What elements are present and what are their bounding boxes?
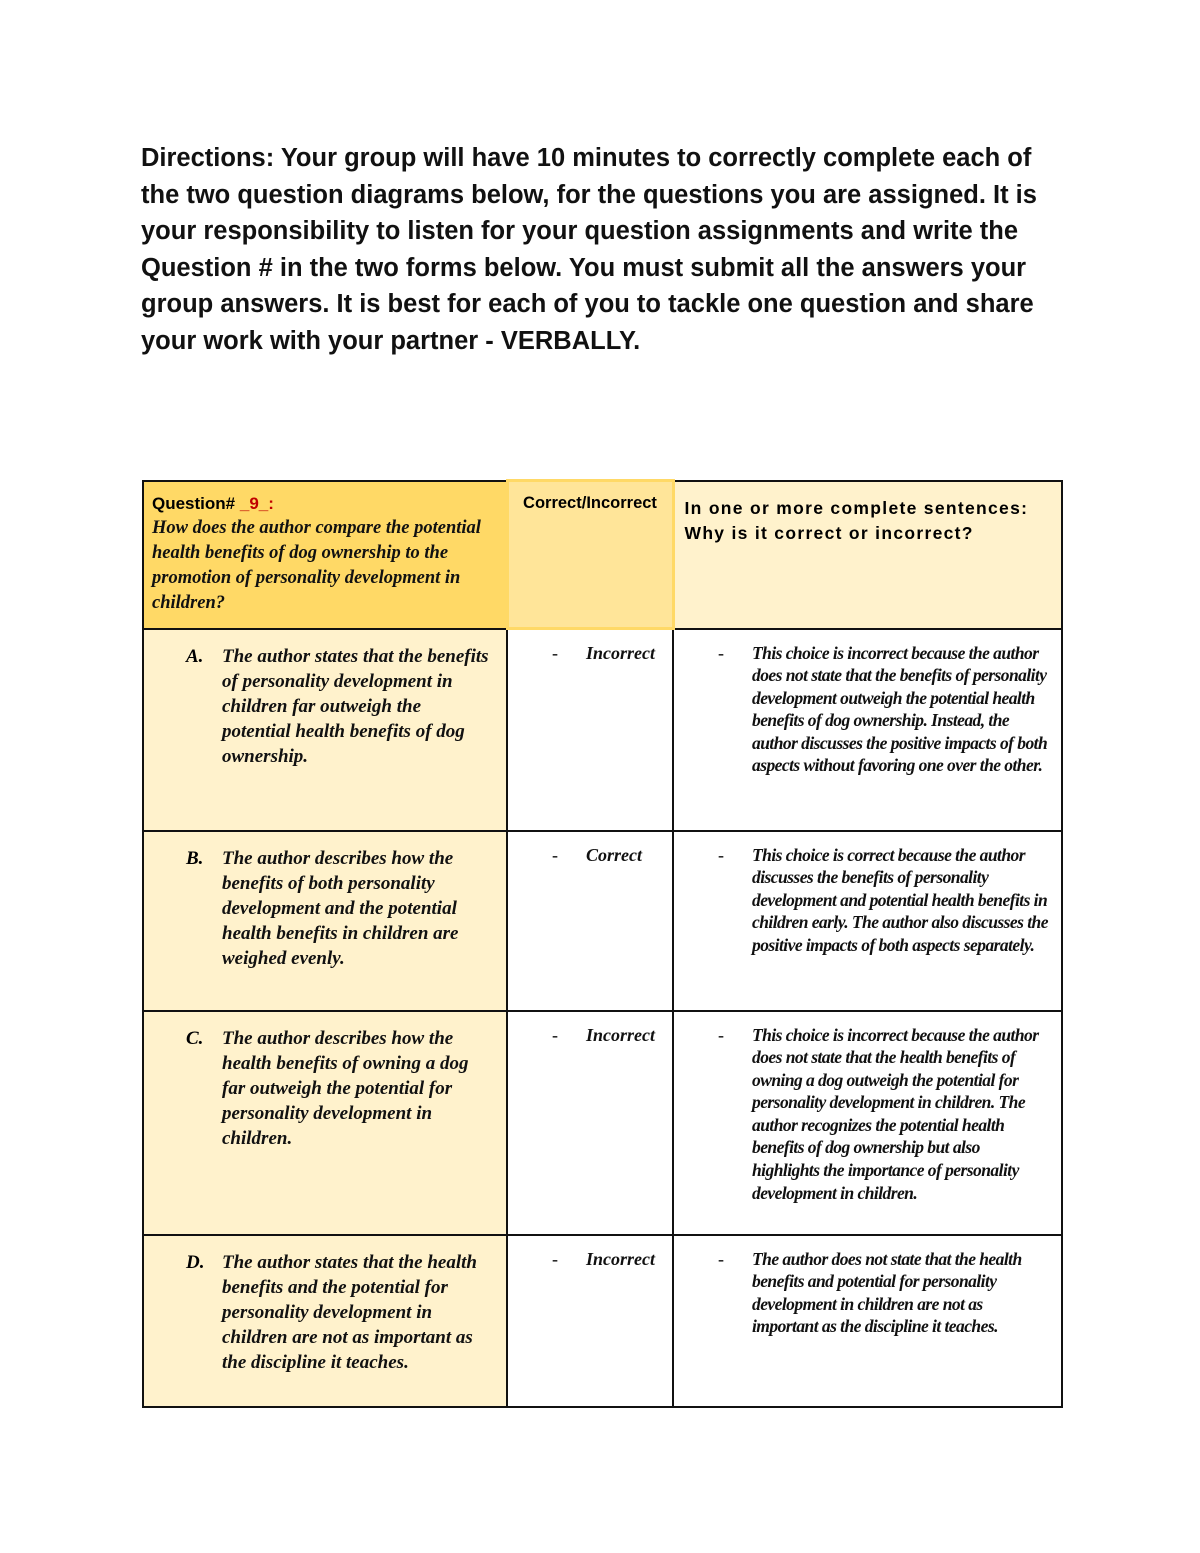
verdict-text: Incorrect xyxy=(586,643,655,663)
explanation-header-cell xyxy=(673,481,1062,629)
option-text: The author describes how the benefits of both personality development and the potential health benefits in children are weighed evenly. xyxy=(222,847,459,969)
table-header-row xyxy=(143,481,1062,629)
directions-text: Directions: Your group will have 10 minutes to correctly complete each of the two question diagrams below, for the questions you are assigned. It is your responsibility to listen for your question assignments and write the Question # in the two forms below. You must submit all the answers your group answers. It is best for each of you to tackle one question and share your work with your partner - VERBALLY. xyxy=(141,144,1037,355)
option-cell xyxy=(143,831,507,1011)
verdict-cell xyxy=(507,831,673,1011)
verdict-cell xyxy=(507,629,673,831)
reason-cell xyxy=(673,831,1062,1011)
option-cell xyxy=(143,629,507,831)
option-letter: A. xyxy=(186,645,204,667)
option-letter: C. xyxy=(186,1027,204,1049)
question-number: _9_: xyxy=(239,493,274,513)
verdict-text: Incorrect xyxy=(586,1248,655,1269)
option-cell xyxy=(143,1011,507,1235)
correct-incorrect-header: Correct/Incorrect xyxy=(523,494,657,512)
bullet-dash: - xyxy=(552,1024,558,1045)
reason-cell xyxy=(673,1235,1062,1407)
table-row xyxy=(143,1011,1062,1235)
bullet-dash: - xyxy=(718,844,724,865)
question-label-text: Question# xyxy=(152,493,240,513)
verdict-cell xyxy=(507,1235,673,1407)
explanation-header: In one or more complete sentences: Why is it correct or incorrect? xyxy=(684,497,1029,543)
reason-text: This choice is incorrect because the author does not state that the health benefits of owning a dog outweigh the potential for personality development in children. The author recognizes the potential health benefits of dog ownership but also highlights the importance of personality development in children. xyxy=(752,1024,1039,1203)
reason-text: This choice is correct because the author discusses the benefits of personality development and potential health benefits in children early. The author also discusses the positive impacts of both aspects separately. xyxy=(752,844,1048,955)
verdict-text: Correct xyxy=(586,844,642,865)
option-cell xyxy=(143,1235,507,1407)
reason-cell xyxy=(673,1011,1062,1235)
option-text: The author states that the health benefits and the potential for personality development in children are not as important as the discipline it teaches. xyxy=(222,1251,477,1373)
table-row xyxy=(143,831,1062,1011)
reason-text: This choice is incorrect because the author does not state that the benefits of personality development outweigh the potential health benefits of dog ownership. Instead, the author discusses the positive impacts of both aspects without favoring one over the other. xyxy=(752,642,1048,776)
table-row xyxy=(143,629,1062,831)
bullet-dash: - xyxy=(718,1024,724,1045)
reason-text: The author does not state that the health benefits and potential for personality development in children are not as important as the discipline it teaches. xyxy=(752,1248,1022,1337)
question-text: How does the author compare the potential health benefits of dog ownership to the promotion of personality development in children? xyxy=(152,517,481,613)
option-text: The author states that the benefits of personality development in children far outweigh the potential health benefits of dog ownership. xyxy=(222,645,489,767)
bullet-dash: - xyxy=(552,1248,558,1269)
table-row xyxy=(143,1235,1062,1407)
correct-incorrect-header-cell xyxy=(507,481,673,629)
question-header-cell xyxy=(143,481,507,629)
option-text: The author describes how the health benefits of owning a dog far outweigh the potential for personality development in children. xyxy=(222,1027,469,1149)
verdict-text: Incorrect xyxy=(586,1024,655,1045)
reason-cell xyxy=(673,629,1062,831)
question-table xyxy=(142,479,1063,1408)
verdict-cell xyxy=(507,1011,673,1235)
bullet-dash: - xyxy=(552,844,558,865)
bullet-dash: - xyxy=(552,643,558,663)
option-letter: D. xyxy=(186,1251,205,1273)
question-label xyxy=(152,494,498,514)
option-letter: B. xyxy=(186,847,204,869)
bullet-dash: - xyxy=(718,642,724,663)
bullet-dash: - xyxy=(718,1248,724,1269)
